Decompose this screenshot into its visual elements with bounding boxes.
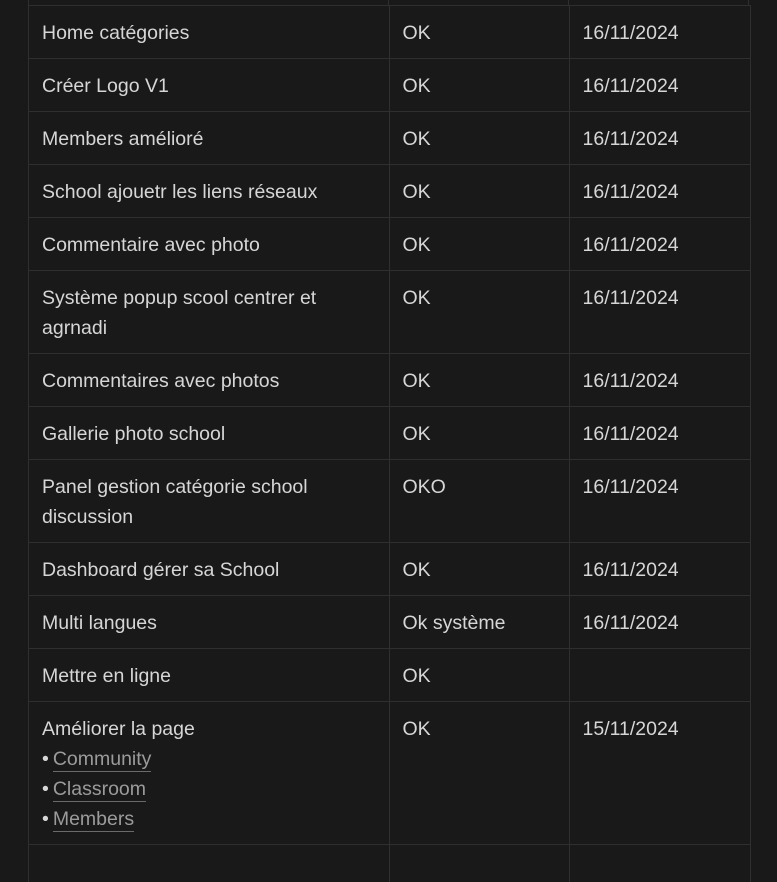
table-row: [29, 649, 750, 702]
link-community[interactable]: Community: [52, 748, 152, 770]
task-cell[interactable]: Gallerie photo school: [29, 407, 389, 460]
task-cell[interactable]: Home catégories: [29, 6, 389, 59]
date-cell[interactable]: 15/11/2024: [569, 702, 750, 845]
sublist-item: [42, 774, 376, 804]
date-cell[interactable]: 16/11/2024: [569, 6, 750, 59]
status-cell[interactable]: OK: [389, 112, 569, 165]
sublist-item: [42, 744, 376, 774]
task-table-grid: [29, 6, 750, 882]
date-cell[interactable]: 16/11/2024: [569, 354, 750, 407]
task-table: [28, 5, 751, 882]
status-cell[interactable]: OK: [389, 354, 569, 407]
task-cell[interactable]: Mettre en ligne: [29, 649, 389, 702]
status-cell[interactable]: OK: [389, 59, 569, 112]
status-cell[interactable]: OK: [389, 165, 569, 218]
sublist-item: [42, 804, 376, 834]
status-cell[interactable]: OK: [389, 543, 569, 596]
task-cell[interactable]: Commentaires avec photos: [29, 354, 389, 407]
table-row: [29, 543, 750, 596]
status-cell[interactable]: OKO: [389, 460, 569, 543]
task-cell[interactable]: Commentaire avec photo: [29, 218, 389, 271]
status-cell[interactable]: OK: [389, 6, 569, 59]
bullet-icon: •: [42, 778, 49, 800]
table-row: [29, 165, 750, 218]
task-cell[interactable]: Système popup scool centrer et agrnadi: [29, 271, 389, 354]
bullet-icon: •: [42, 808, 49, 830]
date-cell[interactable]: [569, 649, 750, 702]
task-cell[interactable]: School ajouetr les liens réseaux: [29, 165, 389, 218]
status-cell[interactable]: OK: [389, 218, 569, 271]
status-cell[interactable]: OK: [389, 649, 569, 702]
date-cell[interactable]: 16/11/2024: [569, 543, 750, 596]
date-cell[interactable]: 16/11/2024: [569, 596, 750, 649]
task-cell[interactable]: Panel gestion catégorie school discussion: [29, 460, 389, 543]
link-classroom[interactable]: Classroom: [52, 778, 147, 800]
task-cell[interactable]: Dashboard gérer sa School: [29, 543, 389, 596]
table-row: [29, 407, 750, 460]
table-row: [29, 59, 750, 112]
status-cell[interactable]: OK: [389, 271, 569, 354]
date-cell[interactable]: 16/11/2024: [569, 59, 750, 112]
table-row: [29, 218, 750, 271]
status-cell[interactable]: [389, 845, 569, 882]
date-cell[interactable]: 16/11/2024: [569, 407, 750, 460]
date-cell[interactable]: 16/11/2024: [569, 218, 750, 271]
task-cell[interactable]: Créer Logo V1: [29, 59, 389, 112]
table-row: [29, 112, 750, 165]
link-members[interactable]: Members: [52, 808, 135, 830]
task-cell[interactable]: [29, 702, 389, 845]
date-cell[interactable]: 16/11/2024: [569, 460, 750, 543]
table-row: [29, 596, 750, 649]
table-row: [29, 702, 750, 845]
status-cell[interactable]: OK: [389, 407, 569, 460]
table-row: [29, 460, 750, 543]
task-text: Améliorer la page: [42, 718, 195, 740]
date-cell[interactable]: 16/11/2024: [569, 271, 750, 354]
task-cell[interactable]: Multi langues: [29, 596, 389, 649]
status-cell[interactable]: Ok système: [389, 596, 569, 649]
task-cell[interactable]: Members amélioré: [29, 112, 389, 165]
bullet-icon: •: [42, 748, 49, 770]
table-row: [29, 6, 750, 59]
status-cell[interactable]: OK: [389, 702, 569, 845]
task-cell[interactable]: [29, 845, 389, 882]
table-row: [29, 354, 750, 407]
date-cell[interactable]: [569, 845, 750, 882]
table-row-empty: [29, 845, 750, 882]
date-cell[interactable]: 16/11/2024: [569, 165, 750, 218]
date-cell[interactable]: 16/11/2024: [569, 112, 750, 165]
table-row: [29, 271, 750, 354]
